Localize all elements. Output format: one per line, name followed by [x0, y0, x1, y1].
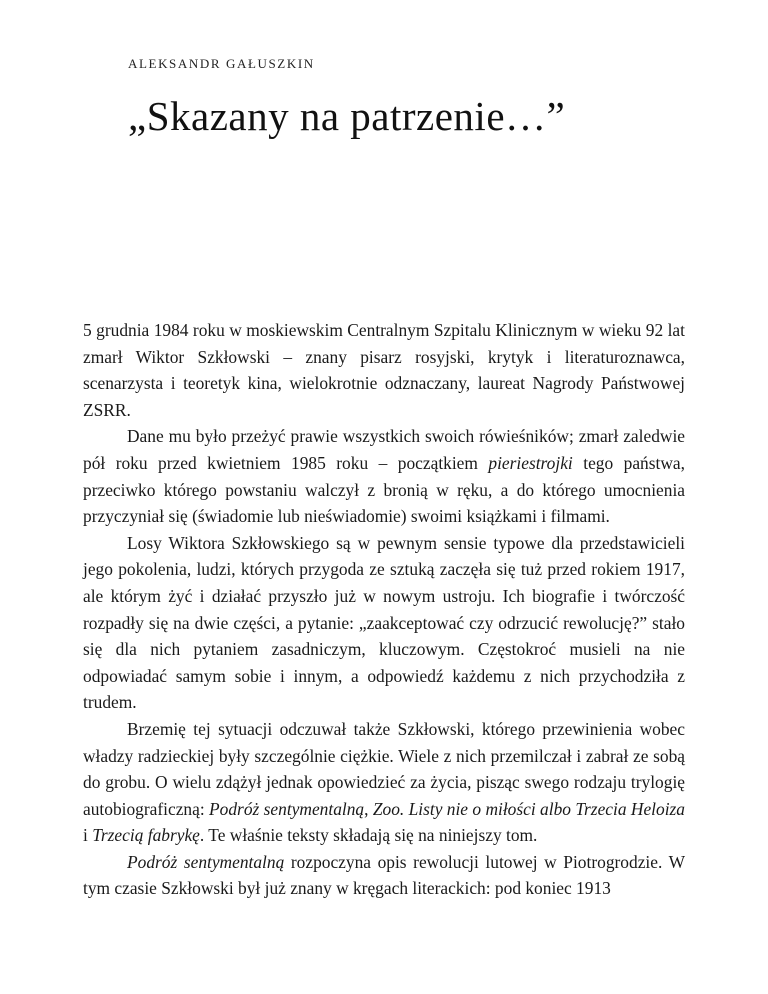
- text-run: Brzemię tej sytuacji odczuwał także Szkłowski, którego przewinienia wobec władzy radzieckiej były szczególnie ciężkie. Wiele z nich przemilczał i zabrał ze sobą do grobu. O wielu zdążył jednak opowiedzieć za życia, pisząc swego rodzaju trylogię autobiograficzną:: [83, 718, 685, 819]
- author-name: ALEKSANDR GAŁUSZKIN: [128, 56, 315, 71]
- italic-text: Podróż sentymentalną: [127, 851, 285, 872]
- text-run: rozpoczyna opis rewolucji lutowej w Piotrogrodzie. W tym czasie Szkłowski był już znany w kręgach literackich: pod koniec 1913: [83, 851, 685, 899]
- paragraph: [83, 423, 685, 529]
- italic-text: Podróż sentymentalną: [209, 798, 365, 819]
- paragraph: [83, 317, 685, 423]
- paragraph: [83, 849, 685, 902]
- paragraph: [83, 716, 685, 849]
- text-run: i: [83, 825, 93, 846]
- chapter-title: „Skazany na patrzenie…”: [128, 93, 566, 139]
- text-run: ,: [364, 798, 373, 819]
- italic-text: Zoo. Listy nie o miłości albo Trzecia Heloiza: [372, 798, 685, 819]
- text-run: 5 grudnia 1984 roku w moskiewskim Centralnym Szpitalu Klinicznym w wieku 92 lat zmarł Wiktor Szkłowski – znany pisarz rosyjski, krytyk i literaturoznawca, scenarzysta i teoretyk kina, wielokrotnie odznaczany, laureat Nagrody Państwowej ZSRR.: [83, 320, 685, 420]
- italic-text: Trzecią fabrykę: [92, 825, 200, 846]
- text-run: tego państwa, przeciwko którego powstaniu walczył z bronią w ręku, a do którego umocnienia przyczyniał się (świadomie lub nieświadomie) swoimi książkami i filmami.: [83, 452, 685, 527]
- text-run: Losy Wiktora Szkłowskiego są w pewnym sensie typowe dla przedstawicieli jego pokolenia, ludzi, których przygoda ze sztuką zaczęła się tuż przed rokiem 1917, ale którym żyć i działać przyszło już w nowym ustroju. Ich biografie i twórczość rozpadły się na dwie części, a pytanie: „zaakceptować czy odrzucić rewolucję?” stało się dla nich pytaniem zasadniczym, kluczowym. Częstokroć musieli na nie odpowiadać samym sobie i innym, a odpowiedź każdemu z nich przychodziła z trudem.: [83, 532, 685, 713]
- text-run: Dane mu było przeżyć prawie wszystkich swoich rówieśników; zmarł zaledwie pół roku przed kwietniem 1985 roku – początkiem: [83, 426, 685, 473]
- paragraph: [83, 530, 685, 716]
- italic-text: pieriestrojki: [488, 452, 573, 473]
- body-text: [83, 317, 685, 902]
- text-run: . Te właśnie teksty składają się na niniejszy tom.: [199, 825, 538, 846]
